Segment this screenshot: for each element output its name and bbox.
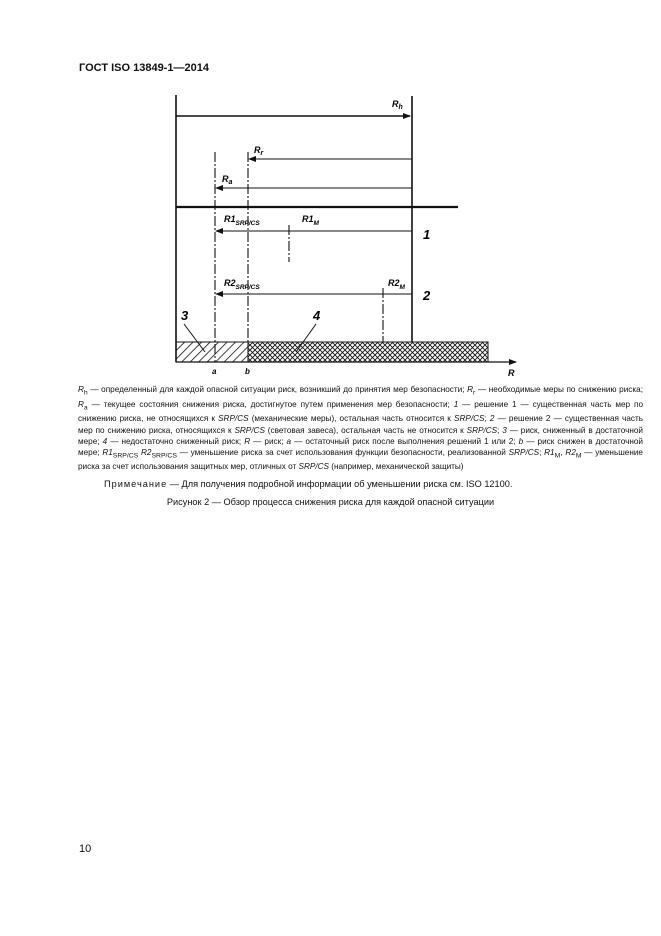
label-4: 4: [313, 308, 321, 323]
label-3: 3: [181, 308, 189, 323]
note-text: — Для получения подробной информации об уменьшении риска см. ISO 12100.: [167, 479, 513, 489]
hatched-region-3: [176, 342, 248, 362]
document-header: ГОСТ ISO 13849-1—2014: [79, 62, 209, 74]
axis-r-label: R: [508, 368, 515, 378]
risk-reduction-diagram: [0, 0, 661, 380]
r1m-label: $R1_M$: [302, 214, 319, 227]
label-1: 1: [423, 227, 431, 242]
r2m-label: $R2_M$: [388, 278, 405, 291]
rr-label: $R_r$: [254, 145, 264, 157]
figure-caption: Рисунок 2 — Обзор процесса снижения риска для каждой опасной ситуации: [166, 497, 495, 507]
page-number: 10: [79, 843, 92, 855]
r1srp-label: $R1_{SRP/CS}$: [224, 214, 260, 227]
crosshatch-region-4: [248, 342, 488, 362]
ra-label: $R_a$: [222, 174, 233, 186]
tick-a: a: [212, 367, 217, 376]
rh-label: $R_h$: [392, 99, 403, 111]
note: [104, 479, 512, 489]
r2srp-label: $R2_{SRP/CS}$: [224, 278, 260, 291]
figure-legend: $R_h$ — определенный для каждой опасной ситуации риск, возникший до принятия мер безопасности; $R_r$ — необходимые меры по снижению риска; $R_a$ — текущее состояния снижения риска, достигнутое путем применения мер безопасности; 1 — решение 1 — существенная часть мер по снижению риска, не относящихся к SRP/CS (механические меры), остальная часть относится к SRP/CS; 2 — решение 2 — существенная часть мер по снижению риска, относящихся к SRP/CS (световая завеса), остальная часть не относится к SRP/CS; 3 — риск, сниженный в достаточной мере; 4 — недостаточно сниженный риск; R — риск; a — остаточный риск после выполнения решений 1 или 2; b — риск снижен в достаточной мере; $R1_{SRP/CS}$ $R2_{SRP/CS}$ — уменьшение риска за счет использования функции безопасности, реализованной SRP/CS; $R1_M$, $R2_M$ — уменьшение риска за счет использования защитных мер, отличных от SRP/CS (например, механической защиты): [78, 385, 644, 472]
label-2: 2: [423, 288, 431, 303]
tick-b: b: [245, 367, 250, 376]
note-label: Примечание: [104, 479, 168, 489]
